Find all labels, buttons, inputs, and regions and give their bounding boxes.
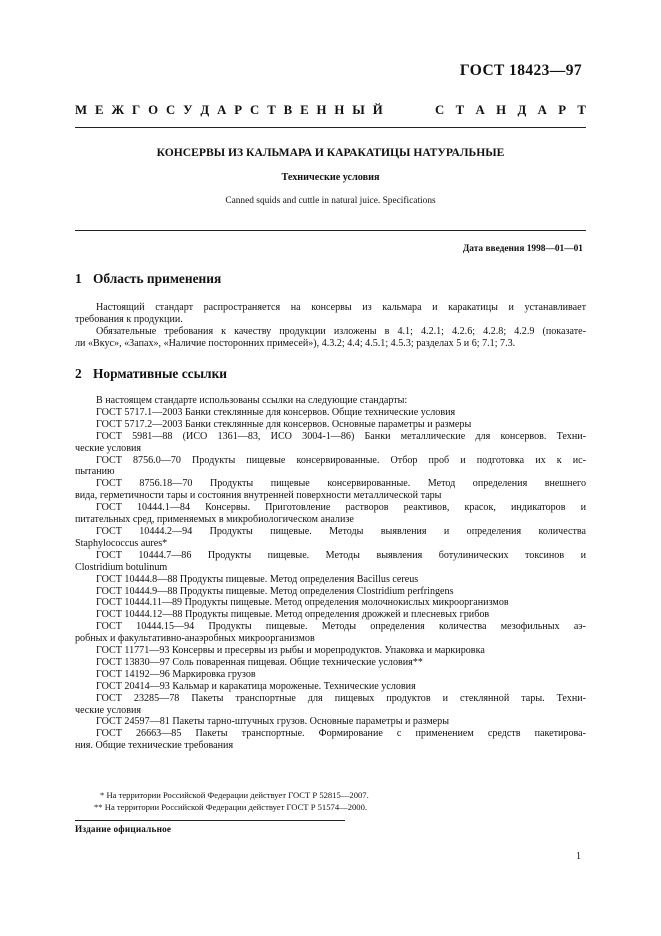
footnote: ** На территории Российской Федерации действует ГОСТ Р 51574—2000.	[94, 802, 368, 812]
banner-letter: А	[475, 103, 485, 117]
text-line: ческие условия	[75, 704, 142, 716]
text-line: ГОСТ 5981—88 (ИСО 1361—83, ИСО 3004-1—86) Банки металлические для консервов. Техни-	[96, 430, 586, 442]
banner-letter: Н	[334, 103, 345, 117]
text-line: ГОСТ 10444.7—86 Продукты пищевые. Методы выявления ботулинических токсинов и	[96, 549, 586, 561]
banner-letter: С	[250, 103, 260, 117]
text-line: ГОСТ 24597—81 Пакеты тарно-штучных грузов. Основные параметры и размеры	[96, 716, 449, 728]
section-title: Область применения	[93, 271, 222, 286]
section-number: 2	[75, 366, 82, 381]
text-line: ГОСТ 5717.1—2003 Банки стеклянные для консервов. Общие технические условия	[96, 406, 456, 418]
banner-letter: Е	[95, 103, 104, 117]
banner-letter: Ы	[352, 103, 365, 117]
banner-word-standard	[435, 103, 586, 118]
text-line: ГОСТ 8756.0—70 Продукты пищевые консервированные. Отбор проб и подготовка их к ис-	[96, 454, 586, 466]
text-line: вида, герметичности тары и состояния внутренней поверхности металлической тары	[75, 490, 442, 502]
banner-letter: О	[148, 103, 159, 117]
title-rule	[75, 230, 586, 231]
text-line: ГОСТ 10444.15—94 Продукты пищевые. Методы определения количества мезофильных аэ-	[96, 621, 586, 633]
section-2-body	[75, 395, 586, 752]
footnote: * На территории Российской Федерации действует ГОСТ Р 52815—2007.	[100, 790, 369, 800]
banner-letter: Г	[132, 103, 141, 117]
banner-word-interstate	[75, 103, 383, 118]
doc-title: КОНСЕРВЫ ИЗ КАЛЬМАРА И КАРАКАТИЦЫ НАТУРАЛЬНЫЕ	[156, 146, 505, 159]
text-line: ГОСТ 10444.8—88 Продукты пищевые. Метод определения Bacillus cereus	[96, 573, 419, 585]
banner-letter: Д	[200, 103, 210, 117]
section-title: Нормативные ссылки	[93, 366, 228, 381]
text-line: ГОСТ 11771—93 Консервы и пресервы из рыбы и морепродуктов. Упаковка и маркировка	[96, 645, 485, 657]
doc-title-english: Canned squids and cuttle in natural juice. Specifications	[225, 196, 436, 206]
footnotes	[75, 789, 369, 813]
banner-letter: Й	[372, 103, 383, 117]
text-line: ГОСТ 10444.12—88 Продукты пищевые. Метод определения дрожжей и плесневых грибов	[96, 609, 490, 621]
text-line: ГОСТ 13830—97 Соль поваренная пищевая. Общие технические условия**	[96, 656, 423, 668]
banner-letter: Р	[558, 103, 567, 117]
banner-letter: С	[165, 103, 176, 117]
text-line: ГОСТ 10444.9—88 Продукты пищевые. Метод определения Clostridium perfringens	[96, 585, 454, 597]
text-line: ГОСТ 14192—96 Маркировка грузов	[96, 668, 256, 680]
text-line: Обязательные требования к качеству продукции изложены в 4.1; 4.2.1; 4.2.6; 4.2.8; 4.2.9 (показате-	[96, 325, 586, 337]
text-line: питательных сред, применяемых в микробиологическом анализе	[75, 514, 354, 526]
text-line: ли «Вкус», «Запах», «Наличие посторонних примесей»), 4.3.2; 4.4; 4.5.1; 4.5.3; разделах 5 и 6; 7.1; 7.3.	[75, 337, 516, 349]
edition-label: Издание официальное	[75, 824, 172, 834]
text-line: ГОСТ 23285—78 Пакеты транспортные для пищевых продуктов и стеклянной тары. Техни-	[96, 692, 586, 704]
header-rule	[75, 127, 586, 128]
text-line: ГОСТ 10444.2—94 Продукты пищевые. Методы выявления и определения количества	[96, 525, 586, 537]
banner-letter: Н	[316, 103, 327, 117]
doc-subtitle: Технические условия	[281, 172, 380, 183]
standard-type-banner	[75, 103, 586, 118]
banner-letter: У	[183, 103, 193, 117]
banner-letter: Е	[300, 103, 309, 117]
text-line: Clostridium botulinum	[75, 561, 168, 573]
text-line: ческие условия	[75, 442, 142, 454]
doc-number: ГОСТ 18423—97	[459, 62, 582, 79]
banner-letter: Т	[577, 103, 586, 117]
banner-letter: А	[537, 103, 547, 117]
text-line: ГОСТ 10444.11—89 Продукты пищевые. Метод определения молочнокислых микроорганизмов	[96, 597, 509, 609]
text-line: ГОСТ 8756.18—70 Продукты пищевые консервированные. Метод определения внешнего	[96, 478, 586, 490]
text-line: ния. Общие технические требования	[75, 740, 234, 752]
text-line: робных и факультативно-анаэробных микроорганизмов	[75, 633, 315, 645]
edition-rule	[75, 820, 345, 821]
banner-letter: Д	[517, 103, 527, 117]
text-line: требования к продукции.	[75, 313, 183, 325]
section-heading-2	[75, 366, 227, 382]
banner-letter: Т	[455, 103, 465, 117]
section-number: 1	[75, 271, 82, 286]
section-1-body	[75, 302, 586, 350]
text-line: Настоящий стандарт распространяется на консервы из кальмара и каракатицы и устанавливает	[96, 302, 586, 313]
text-line: В настоящем стандарте использованы ссылки на следующие стандарты:	[96, 395, 408, 406]
text-line: ГОСТ 26663—85 Пакеты транспортные. Формирование с применением средств пакетирова-	[96, 728, 586, 740]
text-line: ГОСТ 20414—93 Кальмар и каракатица мороженые. Технические условия	[96, 680, 416, 692]
intro-date: Дата введения 1998—01—01	[462, 244, 583, 254]
banner-letter: Т	[267, 103, 276, 117]
banner-letter: С	[435, 103, 445, 117]
text-line: ГОСТ 10444.1—84 Консервы. Приготовление растворов реактивов, красок, индикаторов и	[96, 502, 586, 514]
banner-letter: В	[283, 103, 293, 117]
banner-letter: А	[217, 103, 227, 117]
banner-letter: Ж	[111, 103, 125, 117]
text-line: ГОСТ 5717.2—2003 Банки стеклянные для консервов. Основные параметры и размеры	[96, 418, 472, 430]
banner-letter: М	[75, 103, 88, 117]
banner-letter: Р	[234, 103, 243, 117]
text-line: пытанию	[75, 466, 115, 478]
banner-letter: Н	[496, 103, 507, 117]
section-heading-1	[75, 271, 221, 287]
page-number: 1	[576, 851, 581, 862]
text-line: Staphylococcus aures*	[75, 537, 168, 549]
